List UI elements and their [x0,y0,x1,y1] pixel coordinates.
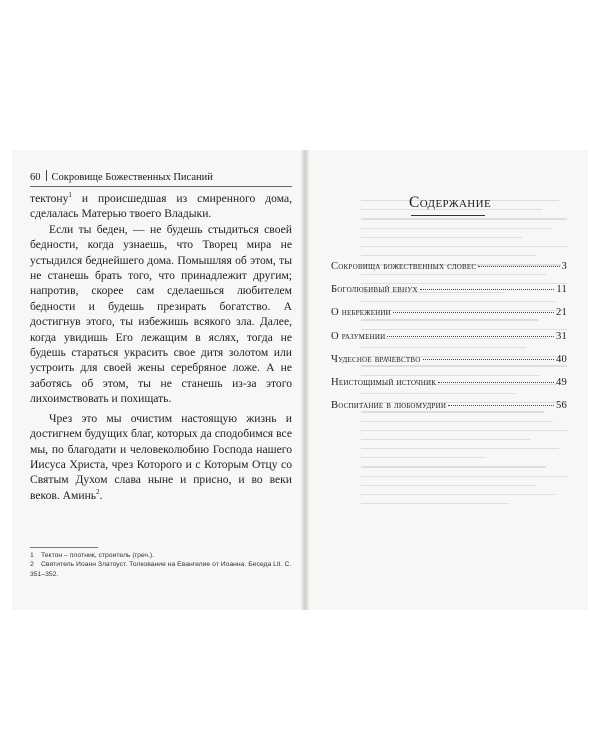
toc-entry-label: Воспитание в любомудрии [331,400,447,412]
toc-entry[interactable] [331,399,567,422]
toc-page-number: 31 [556,330,567,342]
header-separator [46,170,47,181]
show-through-line [361,218,567,219]
show-through-line [361,255,536,256]
toc-entry[interactable] [331,260,567,283]
contents-title-rule [411,215,485,216]
toc-entry[interactable] [331,283,567,306]
header-rule [30,186,292,187]
toc-entry[interactable] [331,376,567,399]
toc-page-number: 21 [556,307,567,319]
show-through-line [361,439,530,440]
body-paragraph [30,191,292,222]
toc-leader-dots [478,266,559,267]
toc-leader-dots [387,336,554,337]
show-through-line [361,237,522,238]
show-through-line [361,246,567,247]
toc-entry-label: Боголюбивый евнух [331,284,418,296]
toc-entry[interactable] [331,330,567,353]
body-text [30,191,292,503]
toc-page-number: 11 [556,284,567,296]
page-number: 60 [30,172,41,183]
left-page [12,150,301,610]
toc-entry-label: Неистощимый источник [331,376,437,388]
running-header [30,170,292,184]
show-through-line [361,430,567,431]
toc-page-number: 56 [556,400,567,412]
text-run: Чрез это мы очистим настоящую жизнь и достигнем будущих благ, которых да сподобимся все мы, по благодати и человеколюбию Господа нашего Иисуса Христа, чрез Которого и с Которым Отцу со Святым Духом слава ныне и присно, и во веки веков. Аминь [30,411,292,502]
show-through-line [361,476,567,477]
toc-leader-dots [448,405,554,406]
toc-entry-label: Сокровища божественных словес [331,261,477,272]
body-paragraph [30,411,292,503]
show-through-line [361,228,551,229]
footnote-marker: 1 [68,191,72,200]
running-title: Сокровище Божественных Писаний [51,172,213,183]
toc-leader-dots [438,382,554,383]
toc-leader-dots [423,359,554,360]
footnote-text: Святитель Иоанн Златоуст. Толкование на Евангелие от Иоанна. Беседа LII. С. 351–352. [30,561,292,578]
table-of-contents [331,260,567,422]
footnote-number: 1 [30,552,34,559]
footnotes [30,551,292,579]
footnote-text: Тектон – плотник, строитель (греч.). [41,552,155,559]
footnote [30,551,292,560]
book-gutter [301,150,309,610]
show-through-line [361,494,555,495]
contents-title: Содержание [409,194,492,211]
toc-entry[interactable] [331,353,567,376]
text-run: и происшедшая из смиренного дома, сделалась Матерью твоего Владыки. [30,192,292,221]
show-through-line [361,457,485,458]
body-paragraph [30,222,292,407]
footnote-number: 2 [30,561,34,569]
toc-page-number: 40 [556,353,567,365]
show-through-line [361,448,559,449]
toc-entry-label: О разумении [331,330,386,342]
book-spread [12,150,588,610]
footnote-rule [30,547,98,548]
toc-page-number: 3 [561,261,567,272]
text-run: Если ты беден, — не будешь стыдиться своей бедности, когда узнаешь, что Творец мира не устыдился беднейшего дома. Помышляя об этом, ты не станешь брать того, что принадлежит другим; напротив, скорее сам сделаешься любителем бедности и будешь презирать богатство. А достигнув этого, ты избежишь всякого зла. Далее, когда увидишь Его лежащим в яслях, тогда не будешь стараться украсить свое дитя золотом или устроить для своей жены серебряное ложе. А не заботясь об этом, ты не станешь из-за этого лихоимствовать и похищать. [30,222,292,406]
show-through-line [361,466,546,467]
right-page [309,150,588,610]
text-run: тектону [30,192,69,205]
toc-entry-label: Чудесное врачевство [331,353,421,365]
show-through-line [361,503,509,504]
toc-page-number: 49 [556,376,567,388]
toc-entry-label: О небрежении [331,307,391,319]
footnote-marker: 2 [96,487,100,496]
show-through-line [361,485,536,486]
footnote [30,560,292,579]
text-run: . [99,488,103,502]
toc-leader-dots [420,289,555,290]
toc-entry[interactable] [331,306,567,329]
toc-leader-dots [393,312,554,313]
